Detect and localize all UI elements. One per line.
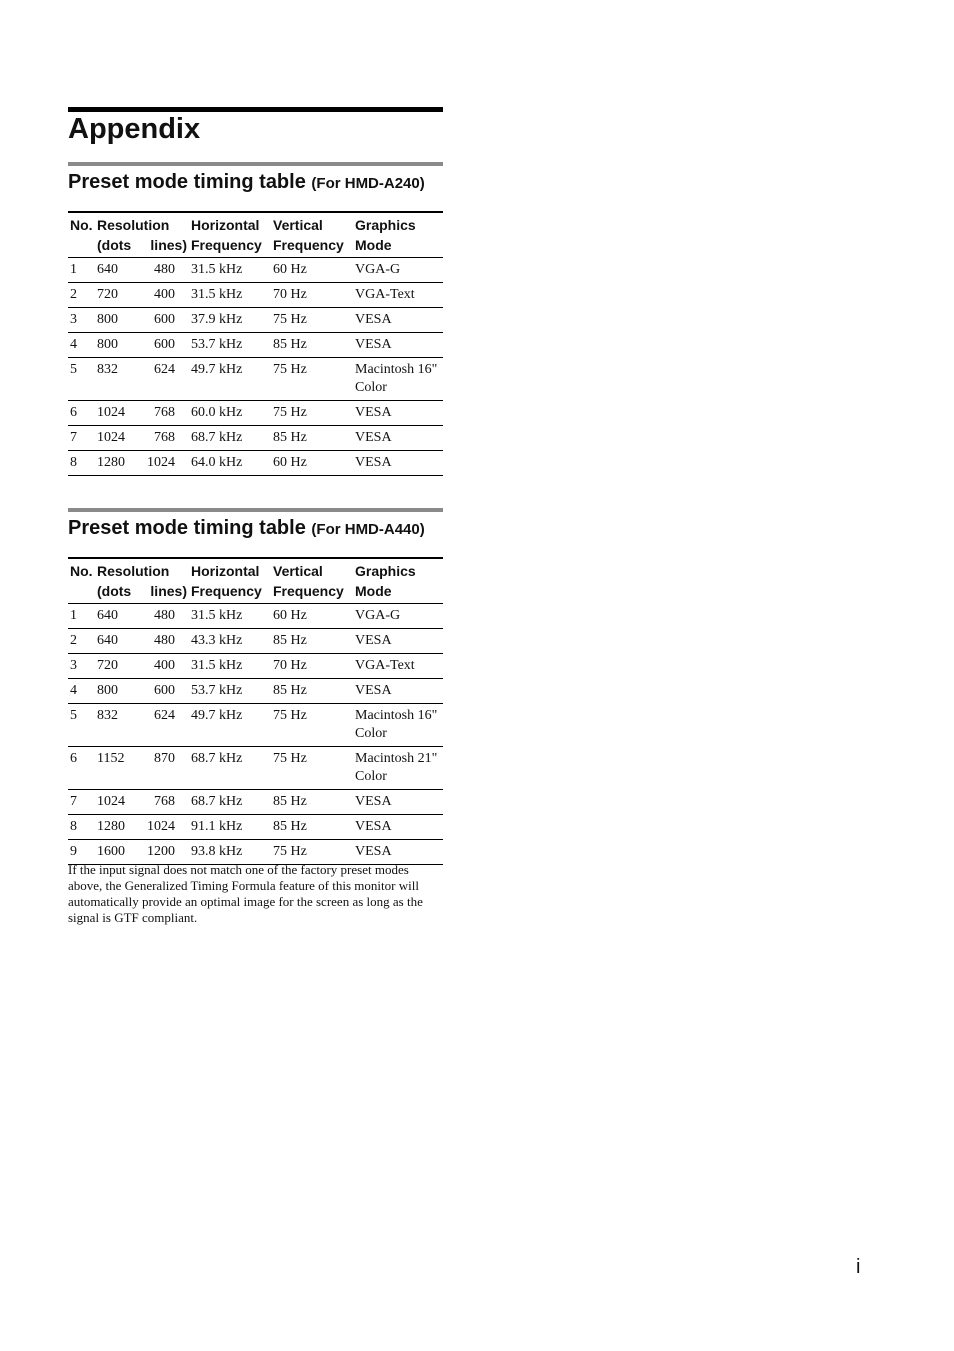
cell-graphics-mode: VESA (353, 401, 443, 426)
cell-resolution (95, 747, 189, 790)
cell-lines: 1024 (147, 455, 175, 470)
cell-no: 4 (68, 679, 95, 704)
cell-graphics-mode: Macintosh 21" Color (353, 747, 443, 790)
header-horizontal-frequency: Horizontal Frequency (191, 217, 262, 253)
cell-graphics-mode: VGA-G (353, 604, 443, 629)
cell-horizontal-frequency: 31.5 kHz (189, 604, 271, 629)
cell-lines: 480 (154, 633, 175, 648)
cell-dots: 1280 (97, 455, 125, 470)
cell-horizontal-frequency: 93.8 kHz (189, 840, 271, 865)
header-graphics-mode: Graphics Mode (355, 563, 416, 599)
cell-lines: 480 (154, 608, 175, 623)
cell-horizontal-frequency: 49.7 kHz (189, 704, 271, 747)
cell-vertical-frequency: 85 Hz (271, 815, 353, 840)
cell-no: 5 (68, 358, 95, 401)
cell-lines: 768 (154, 405, 175, 420)
cell-resolution (95, 358, 189, 401)
timing-section-a440 (68, 508, 443, 859)
cell-dots: 640 (97, 608, 118, 623)
cell-horizontal-frequency: 60.0 kHz (189, 401, 271, 426)
table-row (68, 426, 443, 451)
header-horizontal-frequency: Horizontal Frequency (191, 563, 262, 599)
cell-no: 1 (68, 258, 95, 283)
cell-resolution (95, 629, 189, 654)
cell-graphics-mode: VESA (353, 451, 443, 476)
cell-horizontal-frequency: 53.7 kHz (189, 679, 271, 704)
cell-vertical-frequency: 85 Hz (271, 679, 353, 704)
cell-horizontal-frequency: 64.0 kHz (189, 451, 271, 476)
table-header-row (68, 558, 443, 604)
page-title: Appendix (68, 113, 201, 145)
header-graphics-mode: Graphics Mode (355, 217, 416, 253)
cell-resolution (95, 333, 189, 358)
cell-lines: 1200 (147, 844, 175, 859)
cell-resolution (95, 451, 189, 476)
cell-no: 6 (68, 747, 95, 790)
cell-vertical-frequency: 70 Hz (271, 654, 353, 679)
cell-lines: 600 (154, 312, 175, 327)
cell-resolution (95, 654, 189, 679)
cell-graphics-mode: VESA (353, 815, 443, 840)
cell-lines: 624 (154, 362, 175, 377)
timing-table-a440 (68, 557, 443, 865)
table-row (68, 308, 443, 333)
cell-vertical-frequency: 60 Hz (271, 258, 353, 283)
header-no: No. (70, 217, 93, 233)
cell-lines: 870 (154, 751, 175, 766)
cell-graphics-mode: VGA-Text (353, 654, 443, 679)
cell-resolution (95, 604, 189, 629)
header-vertical-frequency: Vertical Frequency (273, 563, 344, 599)
cell-vertical-frequency: 85 Hz (271, 333, 353, 358)
table-row (68, 815, 443, 840)
cell-no: 3 (68, 308, 95, 333)
cell-dots: 832 (97, 362, 118, 377)
cell-vertical-frequency: 85 Hz (271, 426, 353, 451)
timing-table-a240 (68, 211, 443, 476)
cell-resolution (95, 426, 189, 451)
cell-horizontal-frequency: 68.7 kHz (189, 747, 271, 790)
cell-horizontal-frequency: 68.7 kHz (189, 790, 271, 815)
cell-resolution (95, 815, 189, 840)
cell-dots: 1152 (97, 751, 125, 766)
cell-vertical-frequency: 75 Hz (271, 358, 353, 401)
cell-vertical-frequency: 75 Hz (271, 401, 353, 426)
cell-resolution (95, 308, 189, 333)
section-title (68, 166, 443, 196)
cell-horizontal-frequency: 31.5 kHz (189, 654, 271, 679)
cell-vertical-frequency: 70 Hz (271, 283, 353, 308)
cell-dots: 720 (97, 658, 118, 673)
table-row (68, 451, 443, 476)
cell-no: 5 (68, 704, 95, 747)
cell-horizontal-frequency: 43.3 kHz (189, 629, 271, 654)
cell-horizontal-frequency: 49.7 kHz (189, 358, 271, 401)
page-number: i (856, 1256, 861, 1278)
table-row (68, 358, 443, 401)
cell-no: 1 (68, 604, 95, 629)
cell-dots: 800 (97, 683, 118, 698)
cell-resolution (95, 401, 189, 426)
cell-vertical-frequency: 85 Hz (271, 629, 353, 654)
cell-graphics-mode: VGA-Text (353, 283, 443, 308)
cell-vertical-frequency: 85 Hz (271, 790, 353, 815)
cell-horizontal-frequency: 31.5 kHz (189, 283, 271, 308)
cell-no: 7 (68, 426, 95, 451)
cell-dots: 800 (97, 337, 118, 352)
cell-vertical-frequency: 60 Hz (271, 604, 353, 629)
cell-no: 6 (68, 401, 95, 426)
header-no: No. (70, 563, 93, 579)
section-model: (For HMD-A240) (311, 175, 425, 192)
cell-graphics-mode: VESA (353, 308, 443, 333)
cell-graphics-mode: VESA (353, 840, 443, 865)
cell-lines: 624 (154, 708, 175, 723)
cell-horizontal-frequency: 91.1 kHz (189, 815, 271, 840)
table-row (68, 704, 443, 747)
cell-horizontal-frequency: 31.5 kHz (189, 258, 271, 283)
cell-resolution (95, 704, 189, 747)
section-title-text: Preset mode timing table (68, 517, 306, 539)
cell-vertical-frequency: 75 Hz (271, 704, 353, 747)
cell-dots: 1024 (97, 794, 125, 809)
table-row (68, 840, 443, 865)
cell-no: 7 (68, 790, 95, 815)
cell-graphics-mode: VESA (353, 333, 443, 358)
cell-lines: 400 (154, 287, 175, 302)
cell-graphics-mode: Macintosh 16" Color (353, 704, 443, 747)
cell-resolution (95, 258, 189, 283)
cell-vertical-frequency: 75 Hz (271, 747, 353, 790)
cell-resolution (95, 790, 189, 815)
cell-graphics-mode: VESA (353, 790, 443, 815)
table-row (68, 679, 443, 704)
table-row (68, 629, 443, 654)
table-row (68, 258, 443, 283)
cell-lines: 768 (154, 794, 175, 809)
cell-graphics-mode: Macintosh 16" Color (353, 358, 443, 401)
cell-vertical-frequency: 75 Hz (271, 840, 353, 865)
cell-vertical-frequency: 60 Hz (271, 451, 353, 476)
table-row (68, 333, 443, 358)
cell-lines: 480 (154, 262, 175, 277)
cell-lines: 1024 (147, 819, 175, 834)
cell-no: 4 (68, 333, 95, 358)
cell-resolution (95, 283, 189, 308)
table-row (68, 401, 443, 426)
table-row (68, 747, 443, 790)
cell-dots: 1024 (97, 430, 125, 445)
cell-graphics-mode: VESA (353, 679, 443, 704)
cell-lines: 600 (154, 683, 175, 698)
cell-no: 9 (68, 840, 95, 865)
cell-dots: 832 (97, 708, 118, 723)
section-title-text: Preset mode timing table (68, 171, 306, 193)
cell-dots: 1600 (97, 844, 125, 859)
table-row (68, 604, 443, 629)
cell-dots: 800 (97, 312, 118, 327)
cell-resolution (95, 679, 189, 704)
cell-graphics-mode: VESA (353, 629, 443, 654)
cell-dots: 640 (97, 262, 118, 277)
cell-no: 3 (68, 654, 95, 679)
cell-dots: 1280 (97, 819, 125, 834)
cell-vertical-frequency: 75 Hz (271, 308, 353, 333)
cell-lines: 600 (154, 337, 175, 352)
cell-horizontal-frequency: 68.7 kHz (189, 426, 271, 451)
table-row (68, 790, 443, 815)
cell-dots: 640 (97, 633, 118, 648)
table-header-row (68, 212, 443, 258)
cell-lines: 768 (154, 430, 175, 445)
cell-resolution (95, 840, 189, 865)
header-resolution: Resolution (dots lines) (97, 563, 187, 599)
timing-section-a240 (68, 162, 443, 470)
table-row (68, 654, 443, 679)
cell-no: 2 (68, 283, 95, 308)
header-resolution: Resolution (dots lines) (97, 217, 187, 253)
footnote: If the input signal does not match one of the factory preset modes above, the Generalized Timing Formula feature of this monitor will automatically provide an optimal image for the screen as long as the signal is GTF compliant. (68, 862, 423, 925)
cell-horizontal-frequency: 53.7 kHz (189, 333, 271, 358)
cell-no: 8 (68, 451, 95, 476)
header-vertical-frequency: Vertical Frequency (273, 217, 344, 253)
section-title (68, 512, 443, 542)
cell-horizontal-frequency: 37.9 kHz (189, 308, 271, 333)
cell-graphics-mode: VGA-G (353, 258, 443, 283)
cell-dots: 720 (97, 287, 118, 302)
cell-graphics-mode: VESA (353, 426, 443, 451)
cell-no: 2 (68, 629, 95, 654)
cell-lines: 400 (154, 658, 175, 673)
table-row (68, 283, 443, 308)
section-model: (For HMD-A440) (311, 521, 425, 538)
cell-dots: 1024 (97, 405, 125, 420)
cell-no: 8 (68, 815, 95, 840)
